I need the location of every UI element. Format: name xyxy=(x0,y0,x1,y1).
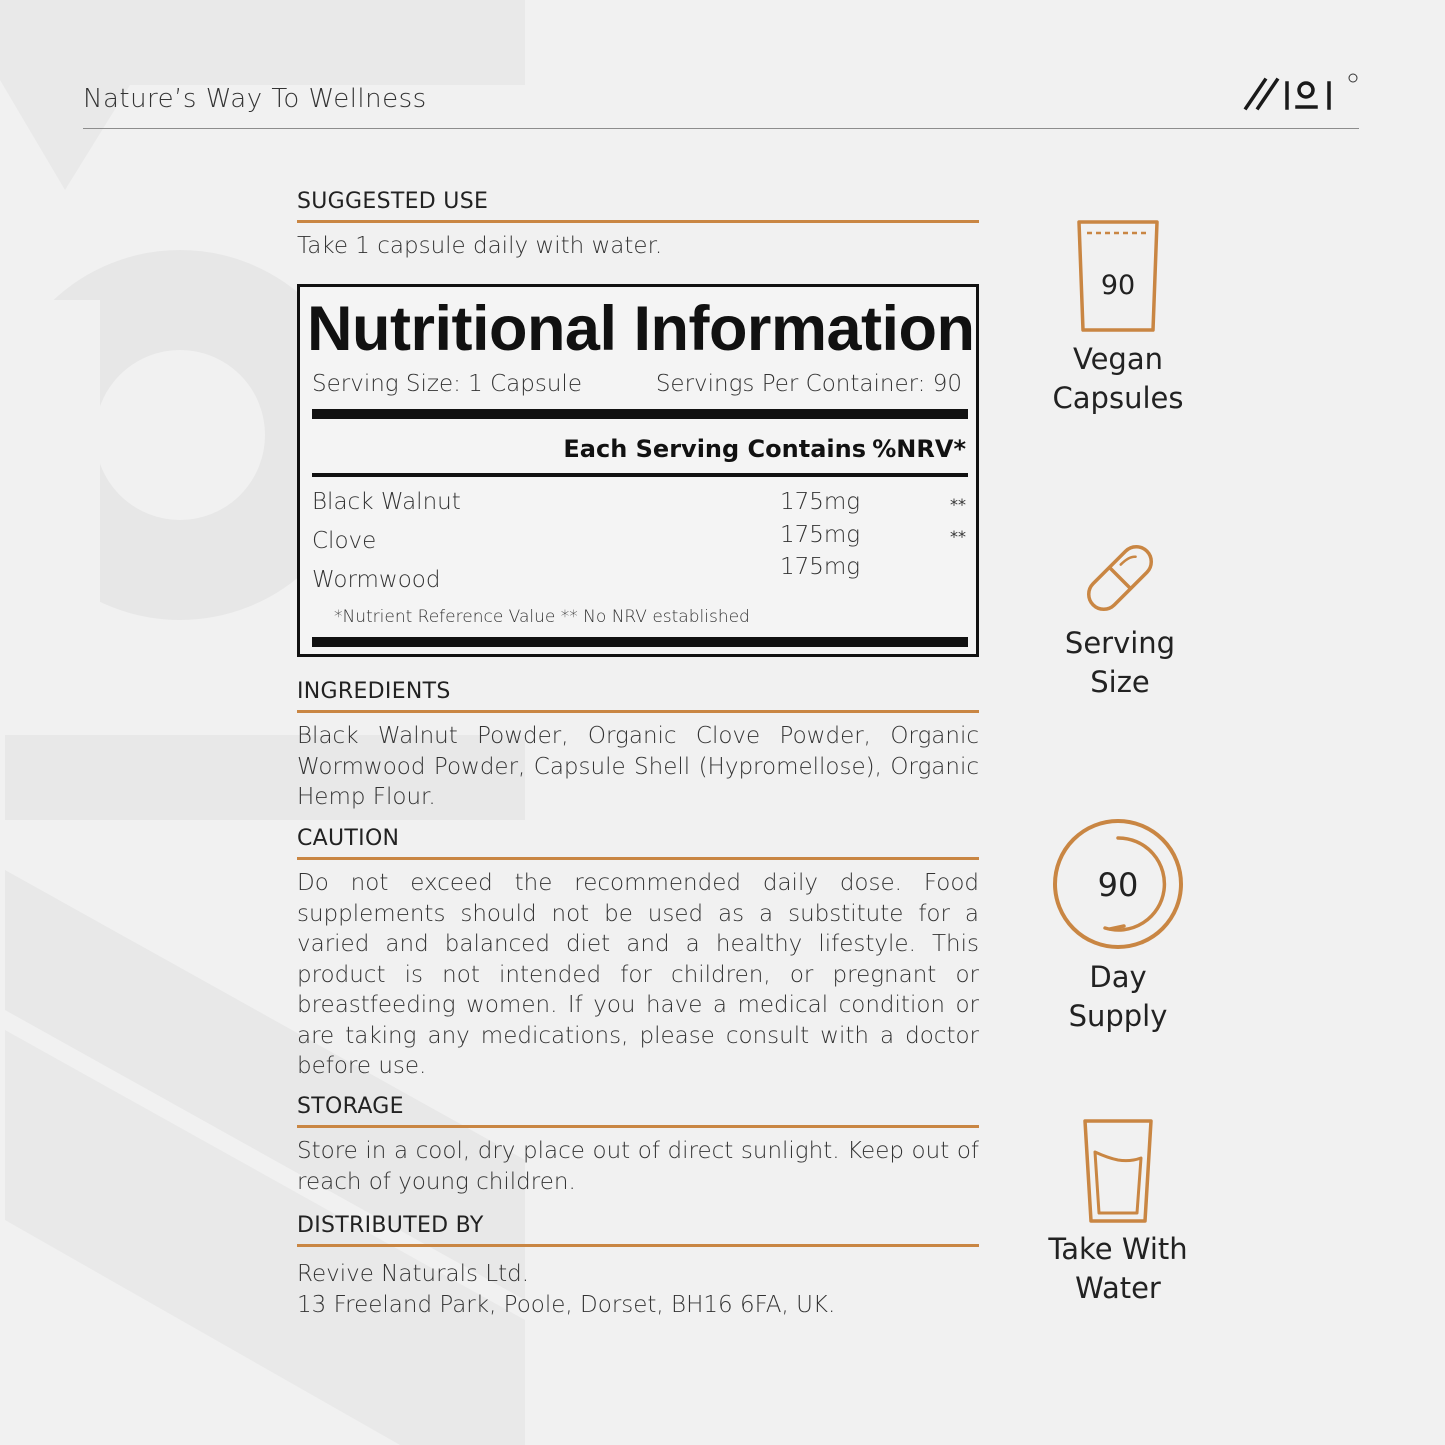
distributor-details xyxy=(297,1259,979,1320)
suggested-use-text: Take 1 capsule daily with water. xyxy=(297,233,663,259)
feature-label-line: Serving xyxy=(1064,626,1176,660)
feature-label-line: Supply xyxy=(1068,999,1168,1033)
ring-icon-count: 90 xyxy=(1097,866,1139,904)
feature-label xyxy=(1018,340,1218,418)
feature-label-line: Water xyxy=(1075,1271,1161,1305)
caution-text: Do not exceed the recommended daily dose. Food supplements should not be used as a substitute for a varied and balanced diet and a healthy lifestyle. This product is not intended for children, or pregnant or breastfeeding women. If you have a medical condition or are taking any medications, please consult with a doctor before use. xyxy=(297,870,979,1079)
nutrient-name: Wormwood xyxy=(312,567,441,593)
nutrient-amount: 175mg xyxy=(780,554,861,580)
feature-vegan-capsules xyxy=(1018,218,1218,418)
suggested-use-heading: SUGGESTED USE xyxy=(297,189,979,223)
serving-size: Serving Size: 1 Capsule xyxy=(312,371,582,397)
feature-day-supply xyxy=(1018,816,1218,1036)
feature-label-line: Vegan xyxy=(1073,342,1163,376)
brand-tagline: Nature’s Way To Wellness xyxy=(83,84,427,114)
distributor-address: 13 Freeland Park, Poole, Dorset, BH16 6FA, UK. xyxy=(297,1291,836,1318)
pouch-icon xyxy=(1073,218,1163,336)
water-glass-icon xyxy=(1082,1118,1154,1224)
storage-text: Store in a cool, dry place out of direct sunlight. Keep out of reach of young children. xyxy=(297,1138,979,1195)
feature-label-line: Size xyxy=(1090,665,1150,699)
panel-divider-bottom xyxy=(312,637,968,647)
nrv-header: %NRV* xyxy=(872,435,966,463)
caution-heading: CAUTION xyxy=(297,826,979,860)
nutrient-name: Clove xyxy=(312,528,377,554)
nutrient-amount: 175mg xyxy=(780,522,861,548)
feature-label xyxy=(1020,624,1220,702)
nutrition-panel xyxy=(297,284,979,657)
feature-label-line: Capsules xyxy=(1052,381,1184,415)
feature-serving-size xyxy=(1020,538,1220,702)
header-divider xyxy=(83,128,1359,129)
storage-section xyxy=(297,1094,979,1197)
ring-icon xyxy=(1050,816,1186,952)
nutrition-title: Nutritional Information xyxy=(307,294,975,364)
distributed-by-section xyxy=(297,1213,979,1320)
nutrient-name: Black Walnut xyxy=(312,489,461,515)
nutrient-nrv: ** xyxy=(950,527,966,546)
servings-per-container: Servings Per Container: 90 xyxy=(655,371,962,397)
feature-label xyxy=(1018,1230,1218,1308)
distributed-by-heading: DISTRIBUTED BY xyxy=(297,1213,979,1247)
panel-divider-middle xyxy=(312,473,968,477)
feature-take-with-water xyxy=(1018,1118,1218,1308)
suggested-use-section xyxy=(297,189,979,262)
ingredients-section xyxy=(297,679,979,813)
nutrient-amount: 175mg xyxy=(780,489,861,515)
ingredients-text: Black Walnut Powder, Organic Clove Powder, Organic Wormwood Powder, Capsule Shell (Hypromellose), Organic Hemp Flour. xyxy=(297,723,979,810)
nrv-footnote: *Nutrient Reference Value ** No NRV established xyxy=(334,607,750,627)
ingredients-heading: INGREDIENTS xyxy=(297,679,979,713)
panel-divider-top xyxy=(312,409,968,419)
capsule-icon xyxy=(1080,538,1160,618)
nutrient-nrv: ** xyxy=(950,495,966,514)
storage-heading: STORAGE xyxy=(297,1094,979,1128)
feature-label-line: Take With xyxy=(1048,1232,1188,1266)
distributor-company: Revive Naturals Ltd. xyxy=(297,1261,530,1287)
pouch-icon-count: 90 xyxy=(1100,270,1136,301)
caution-section xyxy=(297,826,979,1082)
feature-label-line: Day xyxy=(1089,960,1147,994)
brand-logo xyxy=(1243,70,1359,118)
feature-label xyxy=(1018,958,1218,1036)
each-serving-header: Each Serving Contains xyxy=(563,435,866,463)
